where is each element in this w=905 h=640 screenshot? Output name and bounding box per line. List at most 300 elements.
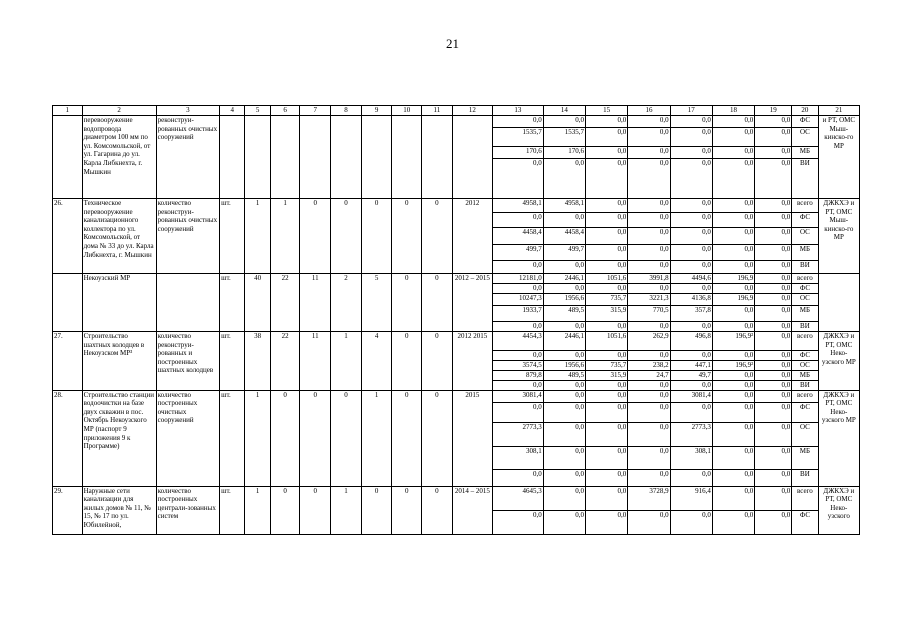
finance-value: 0,0	[628, 116, 670, 128]
finance-value: 24,7	[628, 371, 670, 381]
finance-value: 0,0	[755, 322, 792, 332]
finance-value: 0,0	[586, 381, 628, 391]
finance-value: 489,5	[543, 371, 585, 381]
measure-name: Техническое перевооружение канализационного коллектора по ул. Комсомольской, от дома № 33 до ул. Карла Либкнехта, г. Мышкин	[82, 199, 156, 274]
row-number: 28.	[53, 390, 83, 486]
finance-value: 770,5	[628, 306, 670, 322]
row-number	[53, 274, 83, 332]
finance-value: 0,0	[543, 422, 585, 446]
table-row	[53, 116, 860, 128]
finance-value: 238,2	[628, 361, 670, 371]
finance-value: 4458,4	[543, 228, 585, 245]
table-row	[53, 274, 860, 284]
finance-value: 0,0	[755, 284, 792, 294]
column-header: 11	[422, 106, 453, 116]
column-header: 13	[492, 106, 543, 116]
finance-value: 3221,3	[628, 294, 670, 306]
finance-value: 1933,7	[492, 306, 543, 322]
finance-value: 0,0	[755, 159, 792, 199]
finance-value: 0,0	[755, 510, 792, 534]
finance-value: 4458,4	[492, 228, 543, 245]
source-label: МБ	[792, 446, 818, 469]
source-label: ОС	[792, 294, 818, 306]
period-cell: 2012	[452, 199, 492, 274]
finance-value: 308,1	[492, 446, 543, 469]
finance-value: 0,0	[712, 446, 754, 469]
finance-value: 0,0	[755, 245, 792, 261]
finance-value: 0,0	[586, 486, 628, 510]
finance-value: 0,0	[755, 371, 792, 381]
finance-value: 0,0	[492, 322, 543, 332]
finance-value: 0,0	[712, 284, 754, 294]
finance-value: 0,0	[628, 261, 670, 274]
finance-value: 0,0	[586, 245, 628, 261]
finance-value: 0,0	[755, 147, 792, 159]
finance-value: 1051,6	[586, 274, 628, 284]
finance-value: 0,0	[492, 159, 543, 199]
measure-name: Строительство шахтных колодцев в Некоузском МР³	[82, 332, 156, 391]
finance-value: 0,0	[712, 322, 754, 332]
column-header: 7	[300, 106, 331, 116]
row-number	[53, 116, 83, 199]
column-header: 5	[245, 106, 270, 116]
finance-value: 315,9	[586, 371, 628, 381]
finance-value: 0,0	[712, 486, 754, 510]
finance-value: 0,0	[586, 446, 628, 469]
finance-value: 0,0	[492, 402, 543, 422]
finance-value: 0,0	[755, 361, 792, 371]
finance-value: 0,0	[628, 322, 670, 332]
column-header: 2	[82, 106, 156, 116]
indicator-value: 11	[300, 332, 331, 391]
table-row	[53, 199, 860, 213]
finance-value: 10247,3	[492, 294, 543, 306]
finance-value: 1535,7	[492, 128, 543, 147]
finance-value: 735,7	[586, 294, 628, 306]
finance-value: 0,0	[628, 422, 670, 446]
row-number: 27.	[53, 332, 83, 391]
source-label: всего	[792, 274, 818, 284]
source-label: ВИ	[792, 261, 818, 274]
finance-value: 0,0	[712, 245, 754, 261]
column-header: 9	[361, 106, 392, 116]
finance-value: 0,0	[586, 116, 628, 128]
source-label: всего	[792, 486, 818, 510]
finance-value: 2773,3	[670, 422, 712, 446]
finance-value: 0,0	[755, 261, 792, 274]
finance-value: 0,0	[543, 159, 585, 199]
period-cell: 2012 2015	[452, 332, 492, 391]
executor-cell: ДЖКХЭ и РТ, ОМС Неко-узского	[818, 486, 859, 534]
period-cell: 2015	[452, 390, 492, 486]
indicator-value: 40	[245, 274, 270, 332]
finance-value: 0,0	[670, 245, 712, 261]
indicator-name: количество построенных централи-зованных систем	[156, 486, 219, 534]
column-header: 19	[755, 106, 792, 116]
finance-value: 0,0	[712, 422, 754, 446]
finance-value: 1956,6	[543, 294, 585, 306]
indicator-value: 1	[245, 390, 270, 486]
finance-value: 170,6	[543, 147, 585, 159]
finance-value: 0,0	[712, 371, 754, 381]
finance-value: 0,0	[628, 446, 670, 469]
indicator-value: 0	[392, 390, 422, 486]
finance-value: 0,0	[755, 116, 792, 128]
period-cell	[452, 116, 492, 199]
header-row	[53, 106, 860, 116]
finance-value: 0,0	[755, 422, 792, 446]
finance-value: 0,0	[586, 402, 628, 422]
indicator-value: 0	[392, 199, 422, 274]
executor-cell: ДЖКХЭ и РТ, ОМС Неко-узского МР	[818, 332, 859, 391]
finance-value: 0,0	[492, 284, 543, 294]
finance-value: 0,0	[712, 351, 754, 361]
finance-value: 0,0	[586, 261, 628, 274]
indicator-value	[270, 116, 300, 199]
finance-value: 499,7	[492, 245, 543, 261]
finance-value: 0,0	[586, 284, 628, 294]
finance-value: 0,0	[628, 390, 670, 402]
indicator-value: 1	[331, 332, 362, 391]
finance-value: 196,9	[712, 294, 754, 306]
finance-value: 916,4	[670, 486, 712, 510]
source-label: ОС	[792, 228, 818, 245]
finance-value: 0,0	[492, 510, 543, 534]
column-header: 10	[392, 106, 422, 116]
finance-value: 0,0	[670, 381, 712, 391]
finance-value: 0,0	[670, 159, 712, 199]
finance-value: 0,0	[492, 116, 543, 128]
source-label: МБ	[792, 245, 818, 261]
row-number: 26.	[53, 199, 83, 274]
finance-value: 0,0	[712, 116, 754, 128]
finance-value: 4958,1	[492, 199, 543, 213]
indicator-name: количество построенных очистных сооружений	[156, 390, 219, 486]
finance-value: 0,0	[670, 261, 712, 274]
finance-value: 1956,6	[543, 361, 585, 371]
source-label: всего	[792, 199, 818, 213]
finance-value: 170,6	[492, 147, 543, 159]
finance-value: 262,9	[628, 332, 670, 351]
finance-value: 0,0	[492, 261, 543, 274]
finance-value: 0,0	[543, 213, 585, 228]
finance-value: 0,0	[670, 510, 712, 534]
finance-value: 0,0	[712, 228, 754, 245]
unit-cell	[220, 116, 245, 199]
finance-value: 2446,1	[543, 332, 585, 351]
finance-value: 0,0	[755, 294, 792, 306]
finance-value: 0,0	[755, 402, 792, 422]
column-header: 15	[586, 106, 628, 116]
finance-value: 0,0	[712, 306, 754, 322]
finance-value: 1535,7	[543, 128, 585, 147]
indicator-value	[245, 116, 270, 199]
indicator-value: 1	[331, 486, 362, 534]
unit-cell: шт.	[220, 332, 245, 391]
indicator-value: 0	[270, 390, 300, 486]
finance-value: 0,0	[712, 390, 754, 402]
indicator-value	[392, 116, 422, 199]
finance-value: 0,0	[755, 446, 792, 469]
finance-value: 447,1	[670, 361, 712, 371]
finance-value: 496,8	[670, 332, 712, 351]
indicator-value: 22	[270, 274, 300, 332]
finance-value: 0,0	[670, 322, 712, 332]
finance-value: 0,0	[586, 510, 628, 534]
finance-value: 0,0	[543, 381, 585, 391]
source-label: ФС	[792, 402, 818, 422]
finance-value: 0,0	[670, 213, 712, 228]
finance-value: 0,0	[755, 213, 792, 228]
finance-value: 0,0	[712, 402, 754, 422]
source-label: ФС	[792, 351, 818, 361]
indicator-value: 0	[361, 199, 392, 274]
column-header: 12	[452, 106, 492, 116]
finance-value: 4958,1	[543, 199, 585, 213]
executor-cell: ДЖКХЭ и РТ, ОМС Неко-узского МР	[818, 390, 859, 486]
finance-value: 0,0	[712, 469, 754, 486]
period-cell: 2014 – 2015	[452, 486, 492, 534]
finance-value: 4136,8	[670, 294, 712, 306]
finance-value: 0,0	[586, 469, 628, 486]
finance-value: 2773,3	[492, 422, 543, 446]
indicator-value: 0	[422, 332, 453, 391]
finance-value: 735,7	[586, 361, 628, 371]
finance-value: 0,0	[628, 351, 670, 361]
indicator-value: 0	[300, 199, 331, 274]
finance-value: 0,0	[628, 510, 670, 534]
table-row	[53, 390, 860, 402]
finance-value: 0,0	[543, 446, 585, 469]
column-header: 8	[331, 106, 362, 116]
finance-value: 0,0	[755, 274, 792, 284]
finance-value: 0,0	[586, 351, 628, 361]
finance-value: 4454,3	[492, 332, 543, 351]
finance-value: 0,0	[586, 128, 628, 147]
finance-value: 0,0	[628, 402, 670, 422]
indicator-value: 0	[392, 332, 422, 391]
finance-value: 0,0	[755, 228, 792, 245]
indicator-value: 0	[392, 486, 422, 534]
indicator-name: реконструи-рованных очистных сооружений	[156, 116, 219, 199]
source-label: ФС	[792, 116, 818, 128]
finance-value: 357,8	[670, 306, 712, 322]
finance-value: 879,8	[492, 371, 543, 381]
indicator-value: 0	[331, 199, 362, 274]
table-row	[53, 332, 860, 351]
column-header: 18	[712, 106, 754, 116]
column-header: 20	[792, 106, 818, 116]
indicator-value	[422, 116, 453, 199]
finance-value: 0,0	[628, 284, 670, 294]
indicator-value: 1	[245, 199, 270, 274]
finance-value: 0,0	[670, 284, 712, 294]
finance-value: 0,0	[712, 510, 754, 534]
page-number: 21	[446, 36, 459, 51]
finance-value: 196,9	[712, 274, 754, 284]
finance-value: 315,9	[586, 306, 628, 322]
finance-value: 0,0	[586, 199, 628, 213]
unit-cell: шт.	[220, 274, 245, 332]
source-label: МБ	[792, 147, 818, 159]
column-header: 17	[670, 106, 712, 116]
finance-value: 0,0	[543, 486, 585, 510]
finance-value: 0,0	[670, 351, 712, 361]
finance-value: 0,0	[755, 390, 792, 402]
finance-value: 0,0	[670, 402, 712, 422]
source-label: ВИ	[792, 469, 818, 486]
measure-name: перевооружение водопровода диаметром 100 мм по ул. Комсомольской, от ул. Гагарина до ул. Карла Либкнехта, г. Мышкин	[82, 116, 156, 199]
measure-name: Строительство станции водоочистки на базе двух скважин в пос. Октябрь Некоузского МР (паспорт 9 приложения 9 к Программе)	[82, 390, 156, 486]
finance-value: 0,0	[543, 390, 585, 402]
source-label: ВИ	[792, 159, 818, 199]
row-number: 29.	[53, 486, 83, 534]
source-label: ВИ	[792, 322, 818, 332]
finance-value: 308,1	[670, 446, 712, 469]
finance-value: 0,0	[586, 213, 628, 228]
source-label: ОС	[792, 361, 818, 371]
indicator-value: 0	[270, 486, 300, 534]
finance-value: 0,0	[712, 128, 754, 147]
finance-value: 0,0	[670, 228, 712, 245]
indicator-value: 2	[331, 274, 362, 332]
unit-cell: шт.	[220, 199, 245, 274]
unit-cell: шт.	[220, 390, 245, 486]
finance-value: 0,0	[628, 128, 670, 147]
column-header: 4	[220, 106, 245, 116]
finance-value: 489,5	[543, 306, 585, 322]
finance-value: 0,0	[492, 213, 543, 228]
finance-value: 0,0	[543, 322, 585, 332]
finance-value: 0,0	[670, 116, 712, 128]
finance-value: 3081,4	[492, 390, 543, 402]
finance-value: 3574,5	[492, 361, 543, 371]
finance-value: 0,0	[543, 284, 585, 294]
finance-value: 49,7	[670, 371, 712, 381]
finance-value: 0,0	[586, 322, 628, 332]
indicator-value: 0	[300, 486, 331, 534]
indicator-value	[361, 116, 392, 199]
indicator-name	[156, 274, 219, 332]
indicator-name: количество реконструи-рованных и построенных шахтных колодцев	[156, 332, 219, 391]
finance-value: 0,0	[492, 381, 543, 391]
finance-value: 0,0	[712, 381, 754, 391]
column-header: 6	[270, 106, 300, 116]
indicator-value	[300, 116, 331, 199]
finance-value: 0,0	[543, 116, 585, 128]
finance-value: 3081,4	[670, 390, 712, 402]
indicator-value: 22	[270, 332, 300, 391]
finance-value: 0,0	[628, 228, 670, 245]
finance-value: 0,0	[755, 332, 792, 351]
indicator-value	[331, 116, 362, 199]
indicator-value: 0	[361, 486, 392, 534]
finance-value: 0,0	[670, 147, 712, 159]
finance-value: 2446,1	[543, 274, 585, 284]
finance-value: 0,0	[586, 159, 628, 199]
finance-value: 0,0	[712, 147, 754, 159]
finance-value: 0,0	[755, 486, 792, 510]
finance-value: 196,9²	[712, 332, 754, 351]
finance-value: 0,0	[543, 351, 585, 361]
source-label: МБ	[792, 371, 818, 381]
indicator-value: 5	[361, 274, 392, 332]
finance-value: 0,0	[586, 228, 628, 245]
finance-value: 0,0	[628, 199, 670, 213]
finance-value: 0,0	[755, 306, 792, 322]
finance-value: 12181,0	[492, 274, 543, 284]
finance-value: 4645,3	[492, 486, 543, 510]
indicator-value: 1	[361, 390, 392, 486]
finance-value: 0,0	[670, 199, 712, 213]
column-header: 21	[818, 106, 859, 116]
finance-value: 0,0	[543, 402, 585, 422]
indicator-value: 0	[422, 199, 453, 274]
finance-value: 0,0	[628, 469, 670, 486]
finance-value: 0,0	[628, 147, 670, 159]
finance-value: 0,0	[670, 128, 712, 147]
source-label: всего	[792, 332, 818, 351]
finance-value: 0,0	[492, 469, 543, 486]
finance-value: 0,0	[712, 159, 754, 199]
indicator-value: 0	[392, 274, 422, 332]
column-header: 16	[628, 106, 670, 116]
finance-value: 0,0	[492, 351, 543, 361]
finance-value: 0,0	[628, 381, 670, 391]
finance-value: 0,0	[712, 261, 754, 274]
source-label: ФС	[792, 213, 818, 228]
period-cell: 2012 – 2015	[452, 274, 492, 332]
source-label: ОС	[792, 422, 818, 446]
unit-cell: шт.	[220, 486, 245, 534]
finance-value: 0,0	[755, 199, 792, 213]
indicator-value: 0	[422, 486, 453, 534]
source-label: МБ	[792, 306, 818, 322]
source-label: ФС	[792, 284, 818, 294]
source-label: ОС	[792, 128, 818, 147]
finance-value: 0,0	[755, 381, 792, 391]
finance-value: 499,7	[543, 245, 585, 261]
finance-value: 0,0	[755, 351, 792, 361]
column-header: 3	[156, 106, 219, 116]
finance-value: 3991,8	[628, 274, 670, 284]
indicator-value: 11	[300, 274, 331, 332]
measure-name: Некоузский МР	[82, 274, 156, 332]
finance-value: 0,0	[755, 469, 792, 486]
indicator-value: 1	[270, 199, 300, 274]
finance-value: 0,0	[543, 469, 585, 486]
indicator-value: 0	[300, 390, 331, 486]
finance-value: 0,0	[712, 213, 754, 228]
source-label: ВИ	[792, 381, 818, 391]
finance-value: 1051,6	[586, 332, 628, 351]
finance-value: 0,0	[712, 199, 754, 213]
executor-cell: ДЖКХЭ и РТ, ОМС Мыш-кинско-го МР	[818, 199, 859, 274]
finance-value: 0,0	[543, 510, 585, 534]
table-row	[53, 486, 860, 510]
measure-name: Наружные сети канализации для жилых домов № 11, № 15, № 17 по ул. Юбилейной,	[82, 486, 156, 534]
finance-value: 196,9²	[712, 361, 754, 371]
program-table	[52, 105, 860, 535]
indicator-value: 38	[245, 332, 270, 391]
finance-value: 0,0	[628, 159, 670, 199]
finance-value: 3728,9	[628, 486, 670, 510]
source-label: ФС	[792, 510, 818, 534]
finance-value: 0,0	[755, 128, 792, 147]
indicator-value: 0	[422, 274, 453, 332]
indicator-value: 1	[245, 486, 270, 534]
finance-value: 0,0	[628, 213, 670, 228]
